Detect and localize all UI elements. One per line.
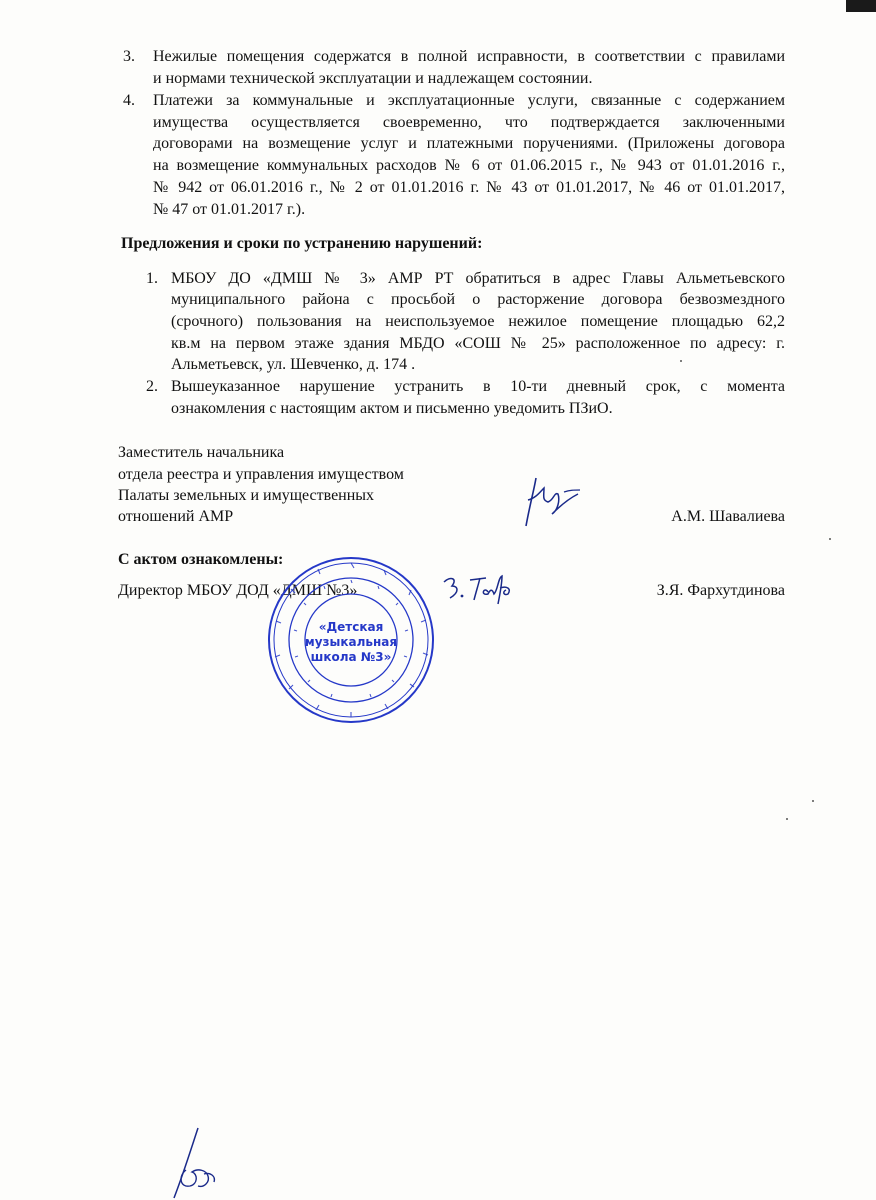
director-title: Директор МБОУ ДОД «ДМШ №3» (118, 582, 358, 599)
director-name: З.Я. Фархутдинова (656, 582, 785, 599)
seal-text-line-1: «Детская (318, 620, 384, 634)
item-4-line-5: № 942 от 06.01.2016 г., № 2 от 01.01.2016 г. № 43 от 01.01.2017, № 46 от 01.01.2017, (153, 179, 785, 196)
signatory-line-1: Заместитель начальника (118, 444, 285, 461)
item-3-number: 3. (123, 48, 135, 65)
seal-text-line-3: школа №3» (310, 650, 392, 664)
acknowledged-heading: С актом ознакомлены: (118, 551, 284, 568)
item-4-line-2: имущества осуществляется своевременно, что подтверждается заключенными (153, 114, 785, 131)
item-4-line-4: на возмещение коммунальных расходов № 6 от 01.06.2015 г., № 943 от 01.01.2016 г., (153, 157, 785, 174)
scan-edge-artifact (846, 0, 876, 12)
signature-farkhutdinova (440, 570, 530, 610)
scan-speck (812, 800, 814, 802)
proposal-1-number: 1. (146, 270, 158, 287)
signatory-line-3: Палаты земельных и имущественных (118, 487, 375, 504)
scan-speck (680, 360, 682, 362)
proposal-1-line-2: муниципального района с просьбой о расторжение договора безвозмездного (171, 291, 785, 308)
school-seal (266, 555, 436, 725)
proposal-1-line-4: кв.м на первом этаже здания МБДО «СОШ № 25» расположенное по адресу: г. (171, 335, 785, 352)
item-4-line-1: Платежи за коммунальные и эксплуатационные услуги, связанные с содержанием (153, 92, 785, 109)
scan-speck (786, 818, 788, 820)
initials-mark (168, 1122, 220, 1200)
item-3-line-2: и нормами технической эксплуатации и надлежащем состоянии. (153, 70, 593, 87)
proposal-1-line-5: Альметьевск, ул. Шевченко, д. 174 . (171, 356, 416, 373)
seal-text-line-2: музыкальная (304, 635, 398, 649)
item-3-line-1: Нежилые помещения содержатся в полной исправности, в соответствии с правилами (153, 48, 785, 65)
proposal-1-line-3: (срочного) пользования на неиспользуемое нежилое помещение площадью 62,2 (171, 313, 785, 330)
item-4-number: 4. (123, 92, 135, 109)
signatory-line-4: отношений АМР (118, 508, 234, 525)
item-4-line-6: № 47 от 01.01.2017 г.). (153, 201, 306, 218)
proposal-2-number: 2. (146, 378, 158, 395)
item-4-line-3: договорами на возмещение услуг и платежными поручениями. (Приложены договора (153, 135, 785, 152)
proposal-1-line-1: МБОУ ДО «ДМШ № 3» АМР РТ обратиться в адрес Главы Альметьевского (171, 270, 785, 287)
proposal-2-line-1: Вышеуказанное нарушение устранить в 10-ти дневный срок, с момента (171, 378, 785, 395)
signatory-line-2: отдела реестра и управления имуществом (118, 466, 404, 483)
signatory-name: А.М. Шавалиева (671, 508, 785, 525)
scan-speck (829, 538, 831, 540)
proposals-heading: Предложения и сроки по устранению нарушений: (121, 235, 483, 252)
signature-shavalieva (514, 470, 584, 532)
proposal-2-line-2: ознакомления с настоящим актом и письменно уведомить ПЗиО. (171, 400, 613, 417)
